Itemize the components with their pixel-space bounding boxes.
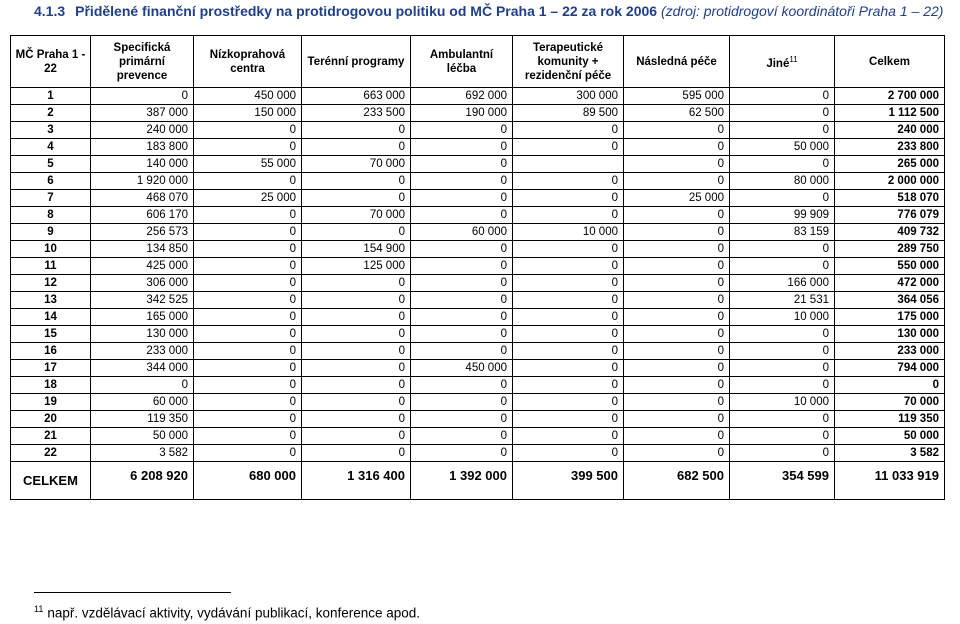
table-row — [11, 326, 945, 343]
table-row — [11, 309, 945, 326]
sum-cell: 682 500 — [624, 462, 730, 500]
sum-cell: 354 599 — [730, 462, 835, 500]
table-row — [11, 173, 945, 190]
table-cell: 25 000 — [624, 190, 730, 207]
table-cell: 1 920 000 — [91, 173, 194, 190]
table-cell: 450 000 — [411, 360, 513, 377]
table-cell: 0 — [194, 343, 302, 360]
table-cell: 240 000 — [91, 122, 194, 139]
table-cell: 692 000 — [411, 88, 513, 105]
row-total: 175 000 — [835, 309, 945, 326]
table-cell: 0 — [411, 207, 513, 224]
row-mc: 1 — [11, 88, 91, 105]
row-mc: 7 — [11, 190, 91, 207]
title-text: Přidělené finanční prostředky na protidrogovou politiku od MČ Praha 1 – 22 za rok 2006 — [75, 3, 658, 19]
table-cell: 0 — [411, 377, 513, 394]
table-cell: 425 000 — [91, 258, 194, 275]
row-total: 3 582 — [835, 445, 945, 462]
header-therapeutic: Terapeutické komunity + rezidenční péče — [513, 36, 624, 88]
table-cell: 0 — [624, 139, 730, 156]
table-cell: 0 — [302, 343, 411, 360]
table-cell: 0 — [302, 326, 411, 343]
row-total: 409 732 — [835, 224, 945, 241]
table-cell: 233 500 — [302, 105, 411, 122]
table-cell: 0 — [194, 173, 302, 190]
table-cell: 0 — [302, 173, 411, 190]
table-cell: 0 — [194, 445, 302, 462]
table-cell: 21 531 — [730, 292, 835, 309]
table-cell: 50 000 — [730, 139, 835, 156]
table-cell: 0 — [513, 411, 624, 428]
table-cell: 0 — [91, 88, 194, 105]
row-mc: 10 — [11, 241, 91, 258]
table-cell: 10 000 — [513, 224, 624, 241]
row-mc: 18 — [11, 377, 91, 394]
row-total: 794 000 — [835, 360, 945, 377]
table-cell: 0 — [624, 326, 730, 343]
row-total: 233 000 — [835, 343, 945, 360]
table-cell: 0 — [730, 258, 835, 275]
table-cell: 0 — [730, 190, 835, 207]
table-cell: 0 — [411, 173, 513, 190]
table-cell: 0 — [730, 445, 835, 462]
table-row — [11, 139, 945, 156]
table-cell: 125 000 — [302, 258, 411, 275]
table-cell: 0 — [194, 292, 302, 309]
table-cell: 0 — [302, 377, 411, 394]
table-cell: 0 — [302, 275, 411, 292]
row-mc: 11 — [11, 258, 91, 275]
table-cell: 130 000 — [91, 326, 194, 343]
table-row — [11, 428, 945, 445]
table-cell: 0 — [411, 190, 513, 207]
table-cell: 10 000 — [730, 309, 835, 326]
table-cell: 0 — [302, 309, 411, 326]
header-mc: MČ Praha 1 - 22 — [11, 36, 91, 88]
table-cell: 80 000 — [730, 173, 835, 190]
row-total: 364 056 — [835, 292, 945, 309]
table-row — [11, 394, 945, 411]
table-row — [11, 292, 945, 309]
table-cell: 55 000 — [194, 156, 302, 173]
table-row — [11, 241, 945, 258]
table-cell: 0 — [730, 105, 835, 122]
sum-cell: 399 500 — [513, 462, 624, 500]
row-total: 289 750 — [835, 241, 945, 258]
table-row — [11, 275, 945, 292]
table-cell: 119 350 — [91, 411, 194, 428]
table-cell: 83 159 — [730, 224, 835, 241]
table-cell: 25 000 — [194, 190, 302, 207]
table-cell: 0 — [302, 394, 411, 411]
table-cell: 0 — [730, 360, 835, 377]
row-mc: 4 — [11, 139, 91, 156]
table-row — [11, 377, 945, 394]
table-cell: 0 — [624, 275, 730, 292]
table-cell: 183 800 — [91, 139, 194, 156]
table-cell: 0 — [624, 411, 730, 428]
row-mc: 12 — [11, 275, 91, 292]
header-primary-prevention: Specifická primární prevence — [91, 36, 194, 88]
table-cell: 0 — [513, 309, 624, 326]
table-cell: 0 — [513, 292, 624, 309]
table-cell: 0 — [624, 428, 730, 445]
table-cell: 0 — [624, 122, 730, 139]
table-cell: 0 — [730, 411, 835, 428]
table-cell: 0 — [624, 394, 730, 411]
table-cell: 0 — [194, 139, 302, 156]
table-cell: 0 — [624, 207, 730, 224]
header-field-programs: Terénní programy — [302, 36, 411, 88]
row-mc: 6 — [11, 173, 91, 190]
table-cell: 468 070 — [91, 190, 194, 207]
footnote-divider — [34, 592, 231, 593]
table-row — [11, 445, 945, 462]
table-cell: 60 000 — [411, 224, 513, 241]
row-mc: 3 — [11, 122, 91, 139]
table-cell: 233 000 — [91, 343, 194, 360]
row-mc: 20 — [11, 411, 91, 428]
page-title — [34, 3, 943, 19]
table-cell: 0 — [624, 377, 730, 394]
table-cell: 0 — [411, 394, 513, 411]
table-cell: 0 — [730, 122, 835, 139]
table-cell: 150 000 — [194, 105, 302, 122]
table-cell: 0 — [513, 258, 624, 275]
table-cell: 0 — [411, 309, 513, 326]
table-cell: 0 — [194, 122, 302, 139]
table-cell: 0 — [411, 343, 513, 360]
table-row — [11, 122, 945, 139]
table-cell: 0 — [730, 326, 835, 343]
table-row — [11, 224, 945, 241]
table-cell: 99 909 — [730, 207, 835, 224]
header-other-label: Jiné — [766, 57, 790, 70]
table-cell: 0 — [513, 445, 624, 462]
row-total: 70 000 — [835, 394, 945, 411]
table-cell: 0 — [194, 394, 302, 411]
table-cell: 450 000 — [194, 88, 302, 105]
table-row — [11, 360, 945, 377]
table-cell: 190 000 — [411, 105, 513, 122]
table-cell: 0 — [194, 377, 302, 394]
table-cell: 0 — [194, 258, 302, 275]
sum-label: CELKEM — [11, 462, 91, 500]
sum-cell: 680 000 — [194, 462, 302, 500]
table-cell: 0 — [513, 326, 624, 343]
table-row — [11, 105, 945, 122]
table-cell: 306 000 — [91, 275, 194, 292]
table-cell: 0 — [194, 360, 302, 377]
header-total: Celkem — [835, 36, 945, 88]
row-mc: 17 — [11, 360, 91, 377]
row-total: 130 000 — [835, 326, 945, 343]
table-row — [11, 88, 945, 105]
table-cell: 70 000 — [302, 207, 411, 224]
table-cell: 0 — [194, 309, 302, 326]
header-other-note: 11 — [789, 54, 798, 64]
table-cell: 0 — [624, 241, 730, 258]
table-cell: 0 — [624, 360, 730, 377]
table-cell: 0 — [730, 241, 835, 258]
table-cell: 70 000 — [302, 156, 411, 173]
table-cell: 0 — [194, 207, 302, 224]
table-cell: 60 000 — [91, 394, 194, 411]
table-row — [11, 207, 945, 224]
footnote-mark: 11 — [34, 604, 44, 614]
row-total: 2 000 000 — [835, 173, 945, 190]
table-cell: 0 — [624, 156, 730, 173]
row-total: 1 112 500 — [835, 105, 945, 122]
table-cell: 10 000 — [730, 394, 835, 411]
sum-row — [11, 462, 945, 500]
header-aftercare: Následná péče — [624, 36, 730, 88]
row-total: 776 079 — [835, 207, 945, 224]
table-cell: 0 — [194, 326, 302, 343]
row-total: 2 700 000 — [835, 88, 945, 105]
row-total: 240 000 — [835, 122, 945, 139]
table-cell: 0 — [513, 360, 624, 377]
table-cell: 0 — [194, 411, 302, 428]
table-cell: 0 — [411, 292, 513, 309]
table-cell: 165 000 — [91, 309, 194, 326]
table-cell: 0 — [624, 224, 730, 241]
table-cell — [513, 156, 624, 173]
table-cell: 606 170 — [91, 207, 194, 224]
table-cell: 0 — [194, 428, 302, 445]
table-cell: 0 — [411, 122, 513, 139]
table-cell: 0 — [302, 122, 411, 139]
table-row — [11, 190, 945, 207]
table-cell: 0 — [730, 377, 835, 394]
table-cell: 387 000 — [91, 105, 194, 122]
table-cell: 0 — [513, 173, 624, 190]
table-cell: 134 850 — [91, 241, 194, 258]
table-cell: 0 — [302, 445, 411, 462]
header-low-threshold: Nízkoprahová centra — [194, 36, 302, 88]
row-mc: 16 — [11, 343, 91, 360]
row-mc: 14 — [11, 309, 91, 326]
table-cell: 663 000 — [302, 88, 411, 105]
table-row — [11, 156, 945, 173]
table-cell: 0 — [302, 224, 411, 241]
table-cell: 0 — [411, 258, 513, 275]
row-total: 518 070 — [835, 190, 945, 207]
table-cell: 0 — [302, 139, 411, 156]
table-cell: 154 900 — [302, 241, 411, 258]
table-cell: 342 525 — [91, 292, 194, 309]
table-cell: 0 — [513, 241, 624, 258]
table-cell: 0 — [730, 156, 835, 173]
table-cell: 0 — [302, 428, 411, 445]
table-cell: 3 582 — [91, 445, 194, 462]
row-total: 233 800 — [835, 139, 945, 156]
table-cell: 0 — [730, 428, 835, 445]
table-cell: 0 — [513, 394, 624, 411]
sum-cell: 1 392 000 — [411, 462, 513, 500]
table-cell: 0 — [194, 224, 302, 241]
footnote-text: např. vzdělávací aktivity, vydávání publikací, konference apod. — [47, 605, 421, 621]
row-mc: 13 — [11, 292, 91, 309]
table-cell: 0 — [624, 173, 730, 190]
table-cell: 0 — [513, 275, 624, 292]
table-row — [11, 258, 945, 275]
table-row — [11, 343, 945, 360]
table-cell: 89 500 — [513, 105, 624, 122]
table-cell: 0 — [411, 445, 513, 462]
sum-cell: 6 208 920 — [91, 462, 194, 500]
table-cell: 0 — [513, 139, 624, 156]
table-cell: 0 — [624, 292, 730, 309]
title-source: (zdroj: protidrogoví koordinátoři Praha 1 – 22) — [660, 3, 944, 19]
row-total: 265 000 — [835, 156, 945, 173]
table-cell: 0 — [730, 88, 835, 105]
table-cell: 0 — [91, 377, 194, 394]
table-cell: 140 000 — [91, 156, 194, 173]
row-mc: 15 — [11, 326, 91, 343]
table-cell: 0 — [411, 411, 513, 428]
sum-cell: 1 316 400 — [302, 462, 411, 500]
table-cell: 256 573 — [91, 224, 194, 241]
table-row — [11, 411, 945, 428]
table-cell: 0 — [513, 343, 624, 360]
table-cell: 0 — [411, 326, 513, 343]
table-cell: 50 000 — [91, 428, 194, 445]
table-cell: 62 500 — [624, 105, 730, 122]
table-cell: 0 — [624, 445, 730, 462]
header-row — [11, 36, 945, 88]
section-number: 4.1.3 — [34, 3, 66, 19]
table-cell: 0 — [302, 190, 411, 207]
table-cell: 0 — [411, 428, 513, 445]
footnote — [34, 604, 420, 621]
row-mc: 21 — [11, 428, 91, 445]
header-ambulant: Ambulantní léčba — [411, 36, 513, 88]
table-cell: 0 — [411, 139, 513, 156]
row-mc: 2 — [11, 105, 91, 122]
funding-table — [10, 35, 945, 500]
table-cell: 166 000 — [730, 275, 835, 292]
row-total: 50 000 — [835, 428, 945, 445]
table-cell: 300 000 — [513, 88, 624, 105]
row-total: 0 — [835, 377, 945, 394]
table-cell: 0 — [513, 428, 624, 445]
table-cell: 0 — [513, 207, 624, 224]
table-cell: 0 — [513, 190, 624, 207]
sum-total: 11 033 919 — [835, 462, 945, 500]
header-other — [730, 36, 835, 88]
table-cell: 0 — [194, 275, 302, 292]
table-cell: 0 — [411, 275, 513, 292]
table-cell: 344 000 — [91, 360, 194, 377]
table-cell: 0 — [513, 122, 624, 139]
table-cell: 0 — [730, 343, 835, 360]
row-mc: 19 — [11, 394, 91, 411]
row-total: 119 350 — [835, 411, 945, 428]
table-cell: 0 — [624, 309, 730, 326]
table-cell: 0 — [411, 241, 513, 258]
table-cell: 595 000 — [624, 88, 730, 105]
table-cell: 0 — [624, 258, 730, 275]
row-mc: 22 — [11, 445, 91, 462]
row-total: 550 000 — [835, 258, 945, 275]
table-cell: 0 — [411, 156, 513, 173]
table-cell: 0 — [302, 292, 411, 309]
table-cell: 0 — [302, 360, 411, 377]
table-cell: 0 — [624, 343, 730, 360]
row-total: 472 000 — [835, 275, 945, 292]
row-mc: 5 — [11, 156, 91, 173]
table-cell: 0 — [194, 241, 302, 258]
table-cell: 0 — [302, 411, 411, 428]
table-cell: 0 — [513, 377, 624, 394]
row-mc: 8 — [11, 207, 91, 224]
row-mc: 9 — [11, 224, 91, 241]
